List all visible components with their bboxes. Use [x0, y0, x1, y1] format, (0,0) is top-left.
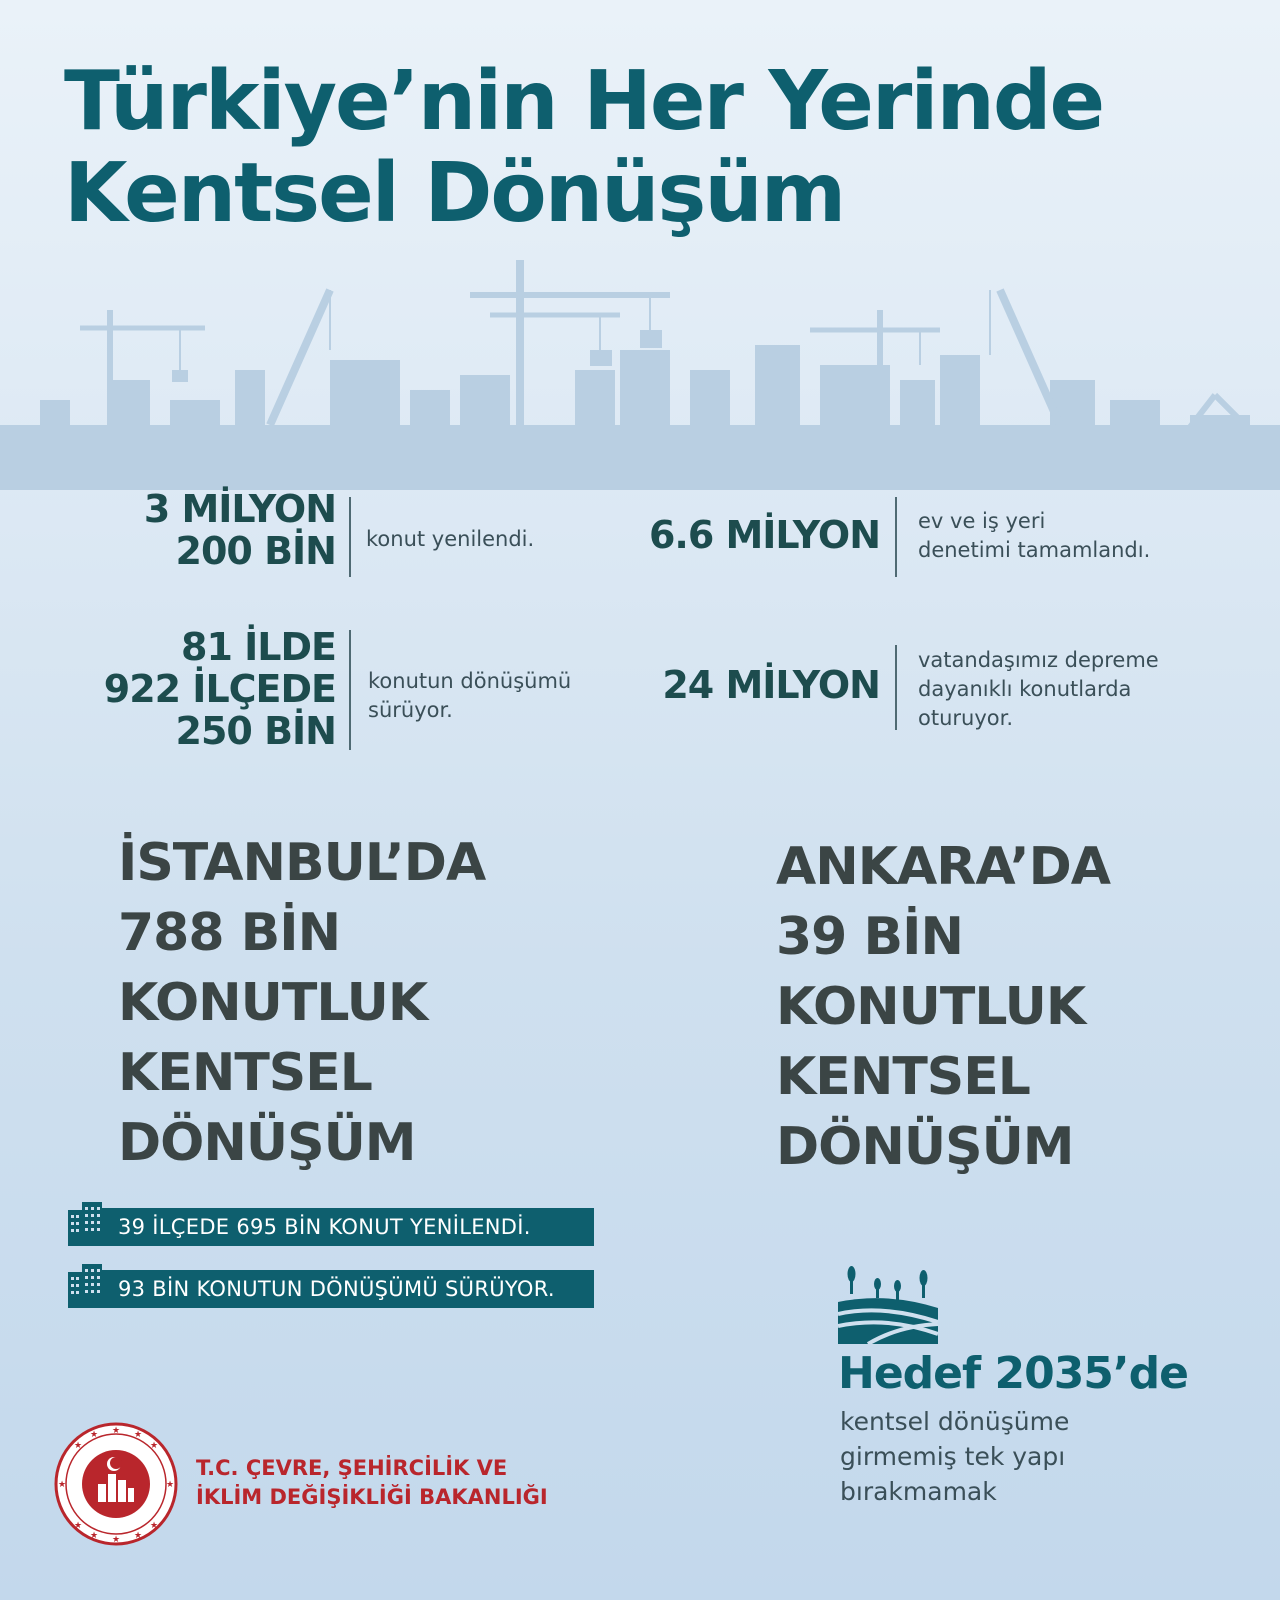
goal-text-line: kentsel dönüşüme	[840, 1407, 1070, 1436]
stat-divider	[349, 630, 351, 750]
building-icon	[68, 1264, 104, 1308]
stat-ongoing-transformation-number	[60, 626, 336, 752]
ankara-heading-line: DÖNÜŞÜM	[776, 1117, 1074, 1177]
svg-text:★: ★	[89, 1430, 99, 1440]
stat-renewed-homes-number	[80, 488, 336, 572]
stat-residents-number	[600, 664, 880, 706]
goal-text	[840, 1404, 1069, 1509]
istanbul-heading	[118, 828, 485, 1178]
ankara-heading	[776, 832, 1110, 1182]
svg-text:★: ★	[57, 1480, 67, 1490]
goal-text-line: bırakmamak	[840, 1477, 997, 1506]
svg-text:★: ★	[149, 1521, 159, 1531]
stat-text-line: konut yenilendi.	[366, 527, 535, 551]
ankara-heading-line: KENTSEL	[776, 1047, 1030, 1107]
stat-number-line: 3 MİLYON	[143, 487, 336, 531]
stat-text-line: ev ve iş yeri	[918, 509, 1046, 533]
page-title-line-1: Türkiye’nin Her Yerinde	[64, 54, 1104, 149]
stat-text-line: vatandaşımız depreme	[918, 648, 1159, 672]
istanbul-heading-line: DÖNÜŞÜM	[118, 1113, 416, 1173]
svg-text:★: ★	[165, 1480, 175, 1490]
istanbul-heading-line: İSTANBUL’DA	[118, 833, 486, 893]
landscape-icon	[838, 1264, 938, 1344]
svg-text:★: ★	[111, 1535, 121, 1545]
ministry-name	[196, 1454, 548, 1512]
ankara-heading-line: KONUTLUK	[776, 977, 1086, 1037]
ministry-emblem-icon	[54, 1422, 178, 1546]
building-icon	[68, 1202, 104, 1246]
istanbul-heading-line: KENTSEL	[118, 1043, 372, 1103]
stat-text-line: dayanıklı konutlarda	[918, 677, 1132, 701]
istanbul-renewed-bar: 39 İLÇEDE 695 BİN KONUT YENİLENDİ.	[100, 1208, 594, 1246]
goal-text-line: girmemiş tek yapı	[840, 1442, 1066, 1471]
svg-text:★: ★	[133, 1531, 143, 1541]
stat-number-line: 200 BİN	[175, 529, 336, 573]
ministry-name-line: İKLİM DEĞİŞİKLİĞİ BAKANLIĞI	[196, 1485, 548, 1509]
stat-number-line: 922 İLÇEDE	[103, 667, 336, 711]
stat-number-line: 250 BİN	[175, 709, 336, 753]
svg-text:★: ★	[89, 1531, 99, 1541]
istanbul-heading-line: 788 BİN	[118, 903, 341, 963]
goal-title: Hedef 2035’de	[838, 1348, 1188, 1399]
page-title-line-2: Kentsel Dönüşüm	[64, 146, 845, 241]
svg-text:★: ★	[133, 1430, 143, 1440]
stat-number-line: 24 MİLYON	[662, 663, 880, 707]
stat-number-line: 81 İLDE	[181, 625, 336, 669]
stat-ongoing-transformation-text	[368, 667, 571, 725]
svg-text:★: ★	[73, 1521, 83, 1531]
ministry-name-line: T.C. ÇEVRE, ŞEHİRCİLİK VE	[196, 1456, 508, 1480]
stat-text-line: oturuyor.	[918, 706, 1013, 730]
ankara-heading-line: 39 BİN	[776, 907, 963, 967]
stat-divider	[895, 645, 897, 730]
stat-inspections-text	[918, 507, 1150, 565]
ankara-heading-line: ANKARA’DA	[776, 837, 1110, 897]
stat-divider	[349, 497, 351, 577]
istanbul-heading-line: KONUTLUK	[118, 973, 428, 1033]
stat-number-line: 6.6 MİLYON	[648, 513, 880, 557]
stat-text-line: konutun dönüşümü	[368, 669, 572, 693]
stat-text-line: sürüyor.	[368, 698, 453, 722]
stat-renewed-homes-text	[366, 525, 534, 554]
svg-text:★: ★	[111, 1426, 121, 1436]
stat-text-line: denetimi tamamlandı.	[918, 538, 1151, 562]
page-title	[64, 56, 1103, 240]
svg-text:★: ★	[149, 1441, 159, 1451]
stat-divider	[895, 497, 897, 577]
stat-residents-text	[918, 646, 1159, 733]
stat-inspections-number	[600, 514, 880, 556]
construction-skyline-illustration	[0, 250, 1280, 490]
svg-text:★: ★	[73, 1441, 83, 1451]
istanbul-ongoing-bar: 93 BİN KONUTUN DÖNÜŞÜMÜ SÜRÜYOR.	[100, 1270, 594, 1308]
